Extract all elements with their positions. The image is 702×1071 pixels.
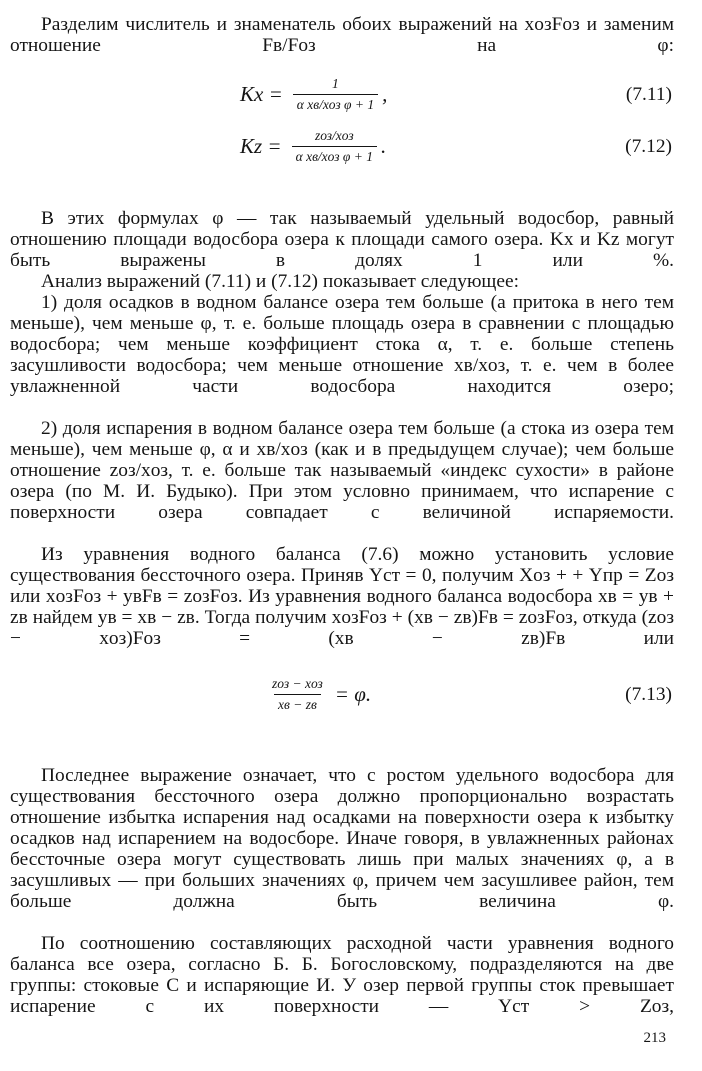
fraction xyxy=(293,76,378,113)
equation-number: (7.12) xyxy=(625,136,672,157)
equation-number: (7.13) xyxy=(625,684,672,705)
equation-7-12 xyxy=(240,128,386,165)
paragraph-definition: В этих формулах φ — так называемый удельный водосбор, равный отношению площади водосбора озера к площади самого озера. Kx и Kz могут быть выражены в долях 1 или %. xyxy=(10,208,674,272)
equation-tail: . xyxy=(380,134,387,158)
paragraph-item-2: 2) доля испарения в водном балансе озера тем больше (а стока из озера тем меньше), чем меньше φ, α и xв/xоз (как и в предыдущем случае); чем больше отношение zоз/xоз, т. е. больше так называемый «индекс сухости» в районе озера (по М. И. Будыко). При этом условно принимаем, что испарение с поверхности озера совпадает с величиной испаряемости. xyxy=(10,418,674,524)
equation-7-11 xyxy=(240,76,387,113)
paragraph-item-1: 1) доля осадков в водном балансе озера тем больше (а притока в него тем меньше), чем меньше φ, т. е. больше площадь озера в сравнении с площадью водосбора; чем меньше коэффициент стока α, т. е. больше степень засушливости водосбора; чем меньше отношение xв/xоз, т. е. чем в более увлажненной части водосбора находится озеро; xyxy=(10,292,674,398)
fraction xyxy=(292,128,377,165)
equation-lhs: Kz = xyxy=(240,134,282,158)
paragraph-analysis: Анализ выражений (7.11) и (7.12) показывает следующее: xyxy=(41,271,519,293)
fraction-denominator: xв − zв xyxy=(274,694,321,713)
paragraph-intro: Разделим числитель и знаменатель обоих выражений на xозFоз и заменим отношение Fв/Fоз на φ: xyxy=(10,14,674,57)
fraction-denominator: α xв/xоз φ + 1 xyxy=(292,146,377,165)
fraction-numerator: 1 xyxy=(332,76,339,91)
paragraph-water-balance: Из уравнения водного баланса (7.6) можно установить условие существования бессточного озера. Приняв Yст = 0, получим Xоз + + Yпр = Zоз или xозFоз + yвFв = zозFоз. Из уравнения водного баланса водосбора xв = yв + zв найдем yв = xв − zв. Тогда получим xозFоз + (xв − zв)Fв = zозFоз, откуда (zоз − xоз)Fоз = (xв − zв)Fв или xyxy=(10,544,674,650)
equation-7-13 xyxy=(268,676,371,713)
page-number: 213 xyxy=(643,1030,666,1046)
paragraph-conclusion: Последнее выражение означает, что с ростом удельного водосбора для существования бессточного озера должно пропорционально возрастать отношение избытка испарения над осадками на поверхности озера к избытку осадков над испарением на водосборе. Иначе говоря, в увлажненных районах бессточные озера могут существовать лишь при малых значениях φ, а в засушливых — при больших значениях φ, причем чем засушливее район, тем больше должна быть величина φ. xyxy=(10,765,674,913)
equation-lhs: Kx = xyxy=(240,82,283,106)
equation-tail: , xyxy=(382,82,388,106)
fraction-numerator: zоз − xоз xyxy=(272,676,323,691)
equation-number: (7.11) xyxy=(625,84,672,105)
fraction-denominator: α xв/xоз φ + 1 xyxy=(293,94,378,113)
fraction xyxy=(268,676,327,713)
paragraph-classification: По соотношению составляющих расходной части уравнения водного баланса все озера, согласно Б. Б. Богословскому, подразделяются на две группы: стоковые С и испаряющие И. У озер первой группы сток превышает испарение с их поверхности — Yст > Zоз, xyxy=(10,933,674,1018)
equation-tail: = φ. xyxy=(334,682,372,706)
fraction-numerator: zоз/xоз xyxy=(314,128,354,143)
